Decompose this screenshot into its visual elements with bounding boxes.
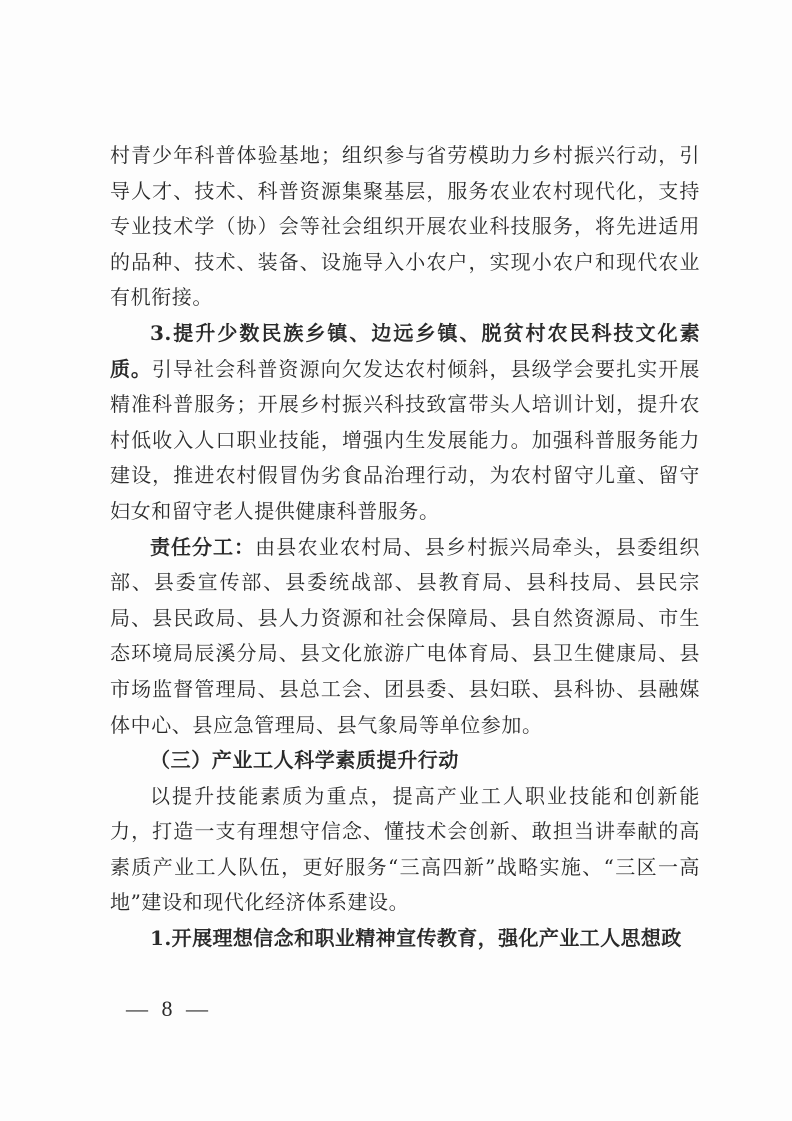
page-number: — 8 — — [126, 996, 212, 1021]
item-1-heading: 1.开展理想信念和职业精神宣传教育，强化产业工人思想政 — [150, 926, 682, 951]
paragraph-responsibility — [110, 530, 700, 744]
section-heading-text: （三）产业工人科学素质提升行动 — [150, 748, 459, 773]
paragraph-continuation — [110, 138, 700, 316]
section-heading — [110, 743, 700, 779]
document-body — [110, 138, 700, 957]
paragraph-text: 以提升技能素质为重点，提高产业工人职业技能和创新能力，打造一支有理想守信念、懂技术会创新、敢担当讲奉献的高素质产业工人队伍，更好服务“三高四新”战略实施、“三区一高地”建设和现代化经济体系建设。 — [110, 783, 700, 915]
responsibility-label: 责任分工： — [150, 534, 256, 559]
item-3-heading: 3.提升少数民族乡镇、边远乡镇、脱贫村农民科技文化素质。 — [110, 320, 700, 381]
paragraph-text: 引导社会科普资源向欠发达农村倾斜，县级学会要扎实开展精准科普服务；开展乡村振兴科技致富带头人培训计划，提升农村低收入人口职业技能，增强内生发展能力。加强科普服务能力建设，推进农村假冒伪劣食品治理行动，为农村留守儿童、留守妇女和留守老人提供健康科普服务。 — [110, 356, 700, 523]
paragraph-item-3 — [110, 316, 700, 530]
paragraph-text: 村青少年科普体验基地；组织参与省劳模助力乡村振兴行动，引导人才、技术、科普资源集聚基层，服务农业农村现代化，支持专业技术学（协）会等社会组织开展农业科技服务，将先进适用的品种、技术、装备、设施导入小农户，实现小农户和现代农业有机衔接。 — [110, 143, 700, 310]
paragraph-section-intro — [110, 779, 700, 921]
paragraph-item-1 — [110, 921, 700, 957]
paragraph-text: 由县农业农村局、县乡村振兴局牵头，县委组织部、县委宣传部、县委统战部、县教育局、县科技局、县民宗局、县民政局、县人力资源和社会保障局、县自然资源局、市生态环境局辰溪分局、县文化旅游广电体育局、县卫生健康局、县市场监督管理局、县总工会、团县委、县妇联、县科协、县融媒体中心、县应急管理局、县气象局等单位参加。 — [110, 534, 700, 737]
